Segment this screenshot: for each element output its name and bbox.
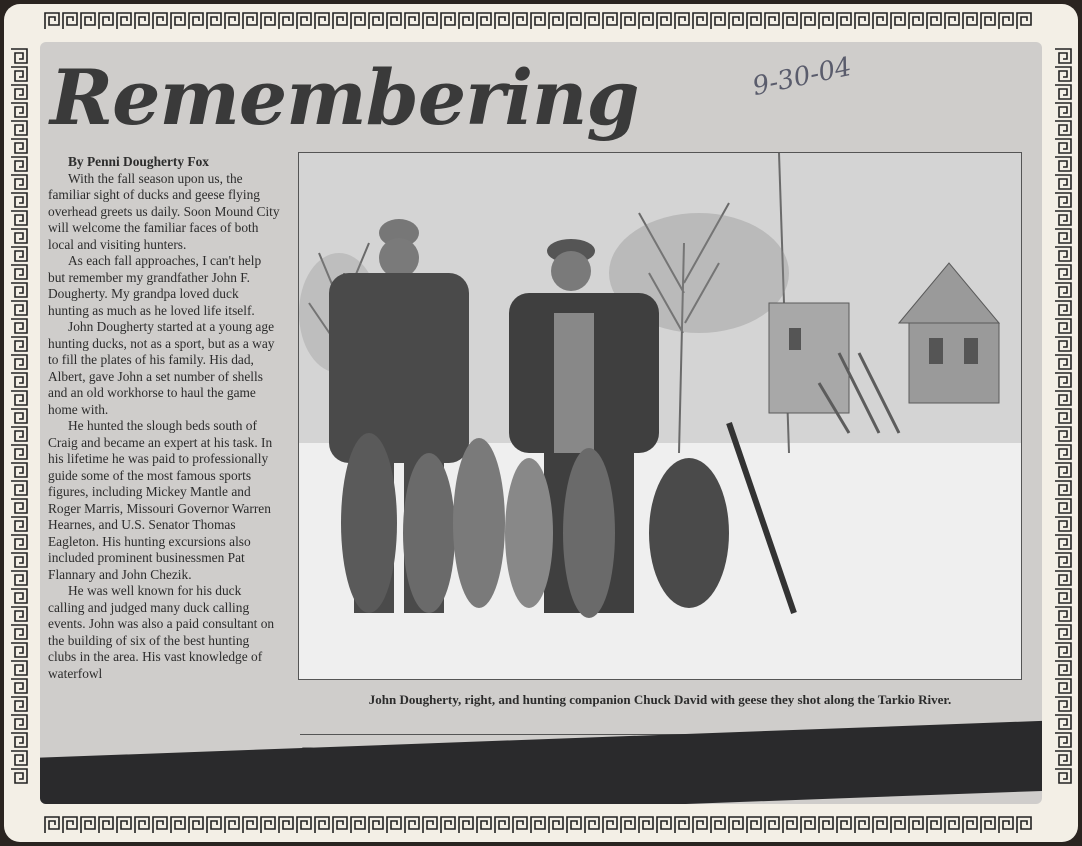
article-paragraph: With the fall season upon us, the familiar sight of ducks and geese flying overhead greets us daily. Soon Mound City will welcome the familiar faces of both local and visiting hunters.: [48, 170, 280, 252]
greek-key-border-icon: [44, 816, 1040, 834]
photo-caption: John Dougherty, right, and hunting companion Chuck David with geese they shot along the Tarkio River.: [368, 692, 952, 707]
hunting-photo: [298, 152, 1022, 680]
greek-key-border-icon: [1054, 48, 1072, 798]
page-title: Remembering: [50, 53, 639, 142]
byline: By Penni Dougherty Fox: [68, 154, 209, 169]
article-paragraph: As each fall approaches, I can't help but remember my grandfather John F. Dougherty. My grandpa loved duck hunting as much as he loved life itself.: [48, 253, 262, 318]
greek-key-border-icon: [10, 48, 28, 798]
scan-shadow: [40, 720, 1042, 804]
article-paragraph: He was well known for his duck calling and judged many duck calling events. John was also a paid consultant on the building of six of the best hunting clubs in the area. His vast knowledge of waterfowl: [48, 583, 275, 681]
article-column: [48, 154, 280, 682]
greek-key-border-icon: [44, 12, 1040, 30]
handwritten-date: 9-30-04: [749, 51, 855, 103]
newspaper-clipping: [40, 42, 1042, 804]
article-paragraph: He hunted the slough beds south of Craig and became an expert at his task. In his lifetime he was paid to professionally guide some of the most famous sports figures, including Mickey Mantle and Roger Marris, Missouri Governor Warren Hearnes, and U.S. Senator Thomas Eagleton. His hunting excursions also included prominent businessmen Pat Flannary and John Chezik.: [48, 418, 273, 582]
article-paragraph: John Dougherty started at a young age hunting ducks, not as a sport, but as a way to fill the plates of his family. His dad, Albert, gave John a set number of shells and an old workhorse to haul the game home with.: [48, 319, 275, 417]
